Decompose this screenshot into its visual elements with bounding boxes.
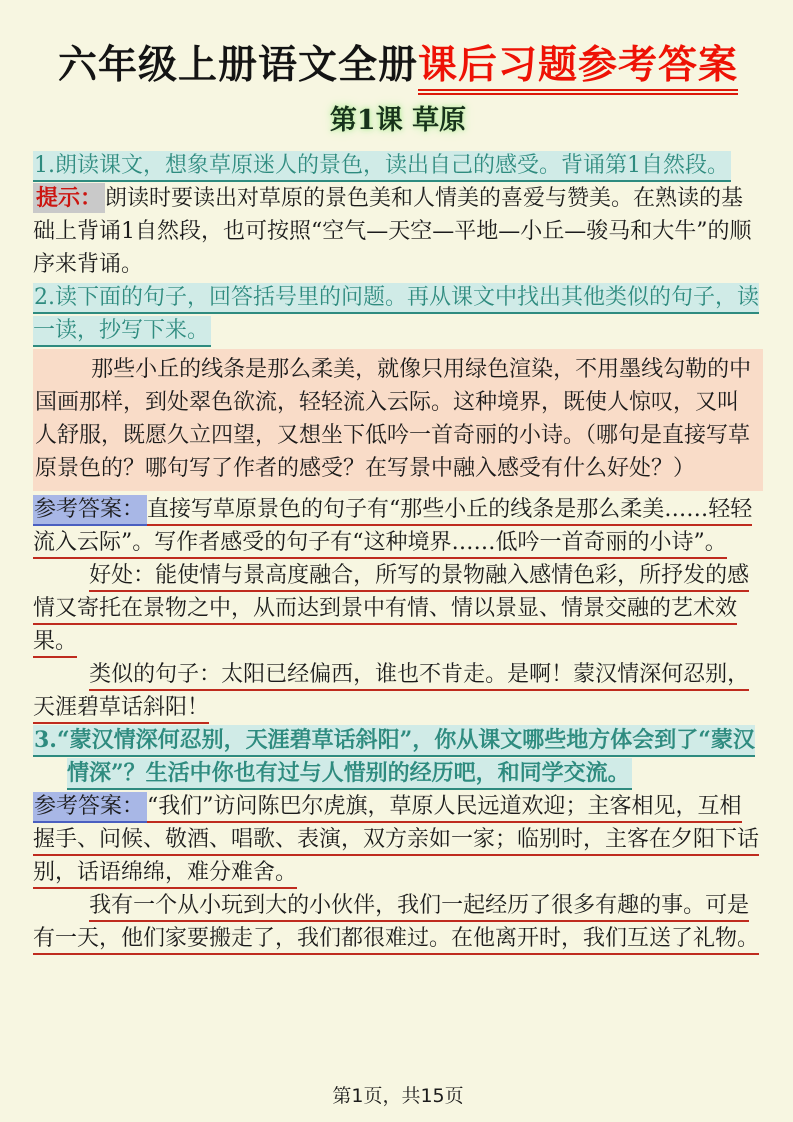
answer-label: 参考答案： <box>33 495 147 526</box>
tip-label: 提示： <box>33 183 105 213</box>
answer-1-text: 直接写草原景色的句子有“那些小丘的线条是那么柔美……轻轻流入云际”。写作者感受的句子有“这种境界……低吟一首奇丽的小诗”。 <box>33 497 752 559</box>
answer-paragraph-2 <box>33 790 763 889</box>
benefit-text: 好处：能使情与景高度融合，所写的景物融入感情色彩，所抒发的感情又寄托在景物之中，从而达到景中有情、情以景显、情景交融的艺术效果。 <box>33 563 749 658</box>
page-number: 第1页，共15页 <box>332 1085 464 1107</box>
question-1-text: 1.朗读课文，想象草原迷人的景色，读出自己的感受。背诵第1自然段。 <box>33 151 731 182</box>
question-2-text: 2.读下面的句子，回答括号里的问题。再从课文中找出其他类似的句子，读一读，抄写下来。 <box>33 283 759 347</box>
lesson-title: 第1课 草原 <box>329 105 467 136</box>
personal-experience-paragraph <box>33 889 763 955</box>
question-3-text: 3.“蒙汉情深何忍别，天涯碧草话斜阳”，你从课文哪些地方体会到了“蒙汉情深”？生活中你也有过与人惜别的经历吧，和同学交流。 <box>33 725 755 790</box>
page-title-red-part: 课后习题参考答案 <box>418 42 738 95</box>
answer-2-text: “我们”访问陈巴尔虎旗，草原人民远道欢迎；主客相见，互相握手、问候、敬酒、唱歌、表演，双方亲如一家；临别时，主客在夕阳下话别，话语绵绵，难分难舍。 <box>33 794 759 889</box>
quoted-passage: 那些小丘的线条是那么柔美，就像只用绿色渲染，不用墨线勾勒的中国画那样，到处翠色欲流，轻轻流入云际。这种境界，既使人惊叹，又叫人舒服，既愿久立四望，又想坐下低吟一首奇丽的小诗。（哪句是直接写草原景色的？哪句写了作者的感受？在写景中融入感受有什么好处？） <box>33 349 763 491</box>
question-1 <box>33 149 763 182</box>
tip-text: 朗读时要读出对草原的景色美和人情美的喜爱与赞美。在熟读的基础上背诵1自然段，也可按照“空气—天空—平地—小丘—骏马和大牛”的顺序来背诵。 <box>33 186 752 277</box>
benefit-paragraph <box>33 559 763 658</box>
worksheet-content <box>33 149 763 955</box>
page-title-black-part: 六年级上册语文全册 <box>57 42 418 88</box>
answer-label-2: 参考答案： <box>33 792 147 823</box>
personal-experience-text: 我有一个从小玩到大的小伙伴，我们一起经历了很多有趣的事。可是有一天，他们家要搬走了，我们都很难过。在他离开时，我们互送了礼物。 <box>33 893 759 955</box>
tip-paragraph <box>33 182 763 281</box>
question-2 <box>33 281 763 347</box>
similar-sentences-paragraph <box>33 658 763 724</box>
similar-sentences-text: 类似的句子：太阳已经偏西，谁也不肯走。是啊！蒙汉情深何忍别，天涯碧草话斜阳！ <box>33 662 749 724</box>
page-title <box>33 34 763 90</box>
question-3 <box>33 724 763 790</box>
answer-paragraph-1 <box>33 493 763 559</box>
